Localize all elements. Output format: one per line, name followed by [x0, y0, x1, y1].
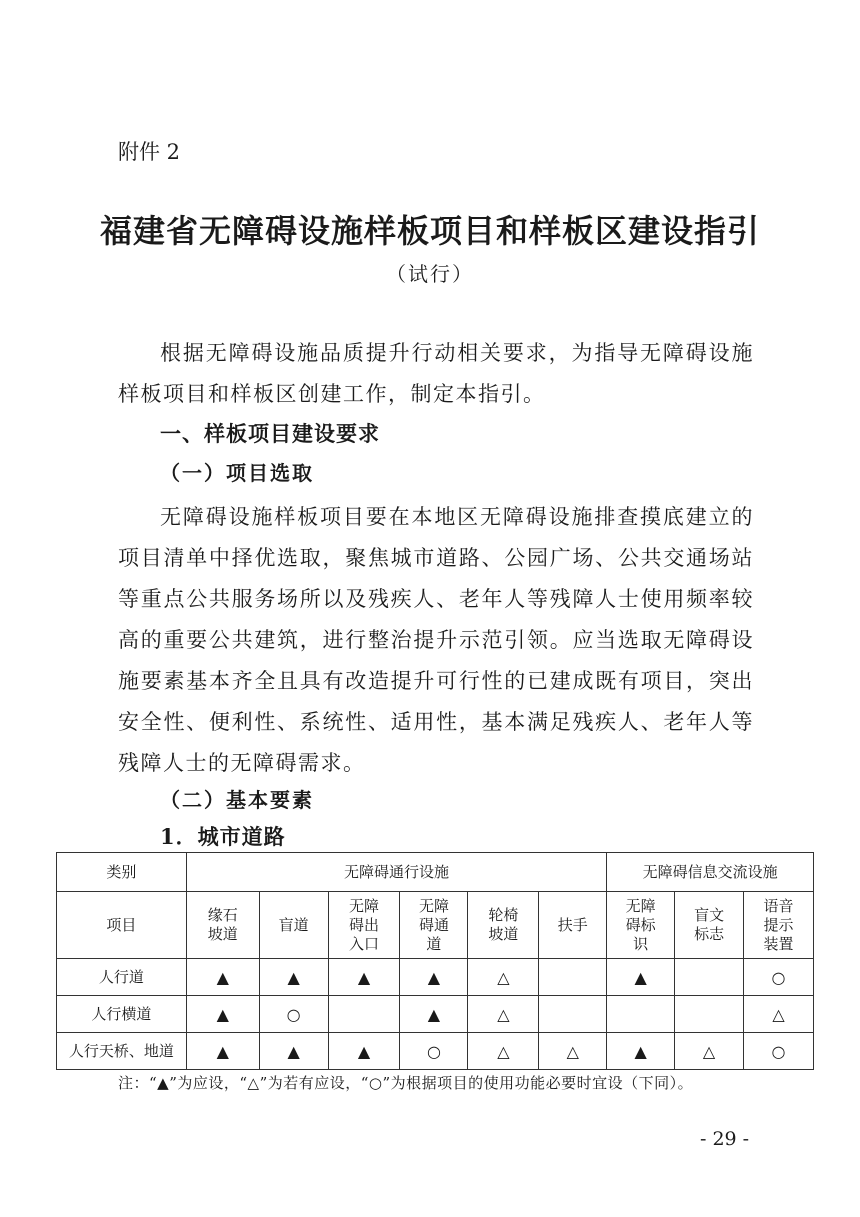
table-cell: △ — [539, 1033, 607, 1070]
table-cell: △ — [468, 996, 539, 1033]
item-header-cell: 项目 — [57, 892, 187, 959]
category-header-cell: 类别 — [57, 853, 187, 892]
subsection-heading-urban-roads: 1．城市道路 — [160, 824, 286, 849]
table-cell: ○ — [259, 996, 328, 1033]
column-header: 无障碍标识 — [607, 892, 675, 959]
table-cell: △ — [675, 1033, 744, 1070]
row-label: 人行天桥、地道 — [57, 1033, 187, 1070]
group-header-passage-facilities: 无障碍通行设施 — [186, 853, 606, 892]
table-cell — [675, 996, 744, 1033]
table-row — [57, 996, 814, 1033]
table-cell: △ — [744, 996, 814, 1033]
row-label: 人行横道 — [57, 996, 187, 1033]
table-cell: ▲ — [186, 959, 259, 996]
row-label: 人行道 — [57, 959, 187, 996]
table-cell: ▲ — [328, 1033, 400, 1070]
table-cell — [607, 996, 675, 1033]
page-number: - 29 - — [700, 1128, 750, 1150]
table-cell — [675, 959, 744, 996]
column-header: 语音提示装置 — [744, 892, 814, 959]
table-cell — [539, 996, 607, 1033]
attachment-label: 附件 2 — [118, 140, 181, 164]
table-cell: ▲ — [607, 1033, 675, 1070]
table-cell: ▲ — [607, 959, 675, 996]
table-cell: ○ — [400, 1033, 468, 1070]
document-title: 福建省无障碍设施样板项目和样板区建设指引 — [99, 212, 760, 250]
intro-paragraph: 根据无障碍设施品质提升行动相关要求，为指导无障碍设施样板项目和样板区创建工作，制定本指引。 — [118, 341, 754, 406]
table-cell: ▲ — [328, 959, 400, 996]
table-cell — [328, 996, 400, 1033]
table-category-row — [57, 853, 814, 892]
table-cell: △ — [468, 1033, 539, 1070]
column-header: 无障碍通道 — [400, 892, 468, 959]
table-cell: ▲ — [259, 959, 328, 996]
table-cell: ▲ — [400, 959, 468, 996]
column-header: 盲道 — [259, 892, 328, 959]
table-cell: ▲ — [186, 1033, 259, 1070]
column-header: 轮椅坡道 — [468, 892, 539, 959]
column-header: 盲文标志 — [675, 892, 744, 959]
column-header: 扶手 — [539, 892, 607, 959]
project-selection-paragraph: 无障碍设施样板项目要在本地区无障碍设施排查摸底建立的项目清单中择优选取，聚焦城市道路、公园广场、公共交通场站等重点公共服务场所以及残疾人、老年人等残障人士使用频率较高的重要公共建筑，进行整治提升示范引领。应当选取无障碍设施要素基本齐全且具有改造提升可行性的已建成既有项目，突出安全性、便利性、系统性、适用性，基本满足残疾人、老年人等残障人士的无障碍需求。 — [118, 505, 754, 775]
table-note: 注：“▲”为应设，“△”为若有应设，“○”为根据项目的使用功能必要时宜设（下同）。 — [118, 1074, 694, 1092]
table-cell: ▲ — [186, 996, 259, 1033]
subsection-heading-project-selection: （一）项目选取 — [160, 461, 314, 485]
table-row — [57, 1033, 814, 1070]
table-cell: △ — [468, 959, 539, 996]
table-item-row — [57, 892, 814, 959]
document-subtitle: （试行） — [386, 262, 474, 286]
table-cell: ○ — [744, 959, 814, 996]
table-row — [57, 959, 814, 996]
section-heading-1: 一、样板项目建设要求 — [160, 421, 380, 446]
subsection-heading-basic-elements: （二）基本要素 — [160, 788, 314, 812]
urban-road-elements-table — [56, 852, 814, 1070]
table-cell: ▲ — [259, 1033, 328, 1070]
table-cell: ▲ — [400, 996, 468, 1033]
table-cell — [539, 959, 607, 996]
table-cell: ○ — [744, 1033, 814, 1070]
group-header-information-facilities: 无障碍信息交流设施 — [607, 853, 814, 892]
column-header: 无障碍出入口 — [328, 892, 400, 959]
column-header: 缘石坡道 — [186, 892, 259, 959]
